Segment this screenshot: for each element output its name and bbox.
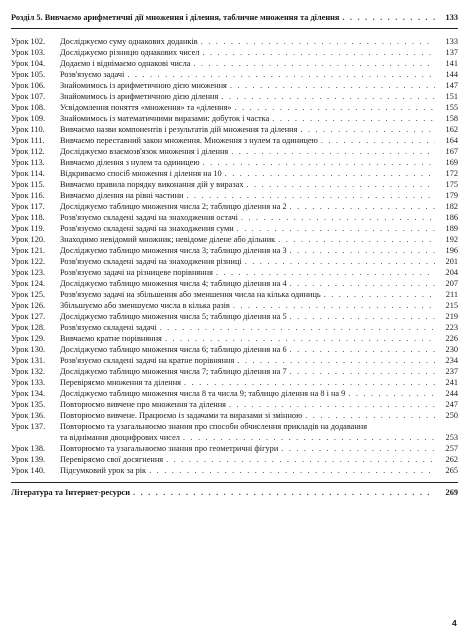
- toc-entry: [11, 256, 458, 267]
- lesson-number: Урок 112.: [11, 147, 45, 156]
- dot-leader: [203, 157, 435, 168]
- dot-leader: [324, 289, 435, 300]
- lesson-number: Урок 121.: [11, 246, 46, 255]
- lesson-page: 137: [445, 48, 458, 57]
- lesson-number: Урок 111.: [11, 136, 45, 145]
- dot-leader: [186, 190, 435, 201]
- toc-entry: [11, 454, 458, 465]
- lesson-page: 265: [445, 466, 458, 475]
- toc-entry: [11, 300, 458, 311]
- literature-page: 269: [445, 488, 458, 497]
- lesson-page: 186: [445, 213, 458, 222]
- dot-leader: [342, 12, 435, 23]
- lesson-title: Усвідомлення поняття «множення» та «ділення»: [60, 103, 232, 112]
- lesson-page: 164: [445, 136, 458, 145]
- toc-entry: [11, 399, 458, 410]
- lesson-page: 172: [445, 169, 458, 178]
- lesson-number: Урок 133.: [11, 378, 46, 387]
- toc-entry: [11, 179, 458, 190]
- lesson-number: Урок 106.: [11, 81, 46, 90]
- dot-leader: [229, 399, 435, 410]
- dot-leader: [230, 80, 435, 91]
- toc-entry: [11, 278, 458, 289]
- dot-leader: [202, 47, 435, 58]
- lesson-number: Урок 128.: [11, 323, 46, 332]
- lesson-title: Досліджуємо різницю однакових чисел: [60, 48, 200, 57]
- literature-title: Література та Інтернет-ресурси: [11, 488, 131, 497]
- toc-entry: [11, 124, 458, 135]
- lesson-title: Досліджуємо таблицю множення числа 6; таблицю ділення на 6: [60, 345, 287, 354]
- lesson-title: Досліджуємо таблицю множення числа 5; таблицю ділення на 5: [60, 312, 287, 321]
- lesson-title: Перевіряємо свої досягнення: [60, 455, 164, 464]
- toc-entry: [11, 80, 458, 91]
- lesson-number: Урок 107.: [11, 92, 46, 101]
- lesson-title: Вивчаємо ділення з нулем та одиницею: [60, 158, 200, 167]
- lesson-title: Розв'язуємо складені задачі на кратне порівняння: [60, 356, 235, 365]
- lesson-page: 204: [445, 268, 458, 277]
- dot-leader: [290, 311, 435, 322]
- lesson-page: 151: [445, 92, 458, 101]
- lesson-title: Досліджуємо таблицю множення числа 2; таблицю ділення на 2: [60, 202, 287, 211]
- dot-leader: [278, 234, 435, 245]
- lesson-title: Повторюємо вивчене про множення та ділення: [60, 400, 226, 409]
- lesson-number: Урок 104.: [11, 59, 46, 68]
- lesson-page: 257: [445, 444, 458, 453]
- lesson-number: Урок 102.: [11, 37, 46, 46]
- lesson-page: 155: [445, 103, 458, 112]
- toc-entry: [11, 223, 458, 234]
- section-title: Розділ 5. Вивчаємо арифметичні дії множення і ділення, табличне множення та ділення: [11, 13, 340, 22]
- lesson-page: 201: [445, 257, 458, 266]
- dot-leader: [216, 267, 435, 278]
- lesson-number: Урок 137.: [11, 422, 46, 431]
- toc-entry: [11, 355, 458, 366]
- lesson-page: 247: [445, 400, 458, 409]
- toc-entry: [11, 267, 458, 278]
- lesson-number: Урок 129.: [11, 334, 46, 343]
- lesson-number: Урок 122.: [11, 257, 46, 266]
- dot-leader: [290, 245, 435, 256]
- dot-leader: [221, 91, 435, 102]
- lesson-page: 244: [445, 389, 458, 398]
- lesson-number: Урок 120.: [11, 235, 46, 244]
- toc-entry: [11, 410, 458, 421]
- lesson-number: Урок 125.: [11, 290, 46, 299]
- lesson-title: Вивчаємо назви компонентів і результатів дій множення та ділення: [60, 125, 298, 134]
- lesson-number: Урок 114.: [11, 169, 45, 178]
- dot-leader: [160, 322, 435, 333]
- section-page: 133: [445, 13, 458, 22]
- lesson-page: 169: [445, 158, 458, 167]
- toc-entry: [11, 113, 458, 124]
- lesson-number: Урок 124.: [11, 279, 46, 288]
- lesson-page: 133: [445, 37, 458, 46]
- lesson-title-line2: [60, 432, 458, 443]
- lesson-page: 192: [445, 235, 458, 244]
- lesson-page: 241: [445, 378, 458, 387]
- lesson-title: Вивчаємо правила порядку виконання дій у виразах: [60, 180, 244, 189]
- lesson-number: Урок 140.: [11, 466, 46, 475]
- dot-leader: [149, 465, 435, 476]
- lesson-page: 158: [445, 114, 458, 123]
- toc-entry: [11, 168, 458, 179]
- lesson-title: Відкриваємо спосіб множення і ділення на 10: [60, 169, 222, 178]
- lesson-page: 223: [445, 323, 458, 332]
- lesson-title: Досліджуємо суму однакових доданків: [60, 37, 198, 46]
- lesson-title: Досліджуємо взаємозв'язок множення і ділення: [60, 147, 229, 156]
- toc-entry: [11, 212, 458, 223]
- lesson-list: [11, 36, 458, 476]
- toc-entry: [11, 443, 458, 454]
- lesson-page: 162: [445, 125, 458, 134]
- dot-leader: [183, 432, 435, 443]
- dot-leader: [321, 135, 435, 146]
- lesson-number: Урок 134.: [11, 389, 46, 398]
- page-number: 4: [452, 618, 457, 628]
- lesson-page: 207: [445, 279, 458, 288]
- dot-leader: [290, 366, 435, 377]
- toc-entry: [11, 190, 458, 201]
- dot-leader: [233, 300, 435, 311]
- toc-entry: [11, 465, 458, 476]
- lesson-number: Урок 138.: [11, 444, 46, 453]
- lesson-title: Знаходимо невідомий множник; невідоме ділене або дільник: [60, 235, 276, 244]
- lesson-page: 175: [445, 180, 458, 189]
- section-heading: [11, 12, 458, 29]
- toc-entry: [11, 91, 458, 102]
- lesson-page: 219: [445, 312, 458, 321]
- lesson-page: 234: [445, 356, 458, 365]
- lesson-title: Повторюємо та узагальнюємо знання про геометричні фігури: [60, 444, 279, 453]
- lesson-title: Знайомимось із арифметичною дією ділення: [60, 92, 219, 101]
- dot-leader: [127, 69, 435, 80]
- lesson-number: Урок 136.: [11, 411, 46, 420]
- dot-leader: [133, 487, 435, 498]
- dot-leader: [290, 278, 435, 289]
- dot-leader: [225, 168, 435, 179]
- toc-entry: [11, 333, 458, 344]
- dot-leader: [235, 102, 435, 113]
- lesson-title: Вивчаємо переставний закон множення. Множення з нулем та одиницею: [60, 136, 318, 145]
- toc-entry: [11, 102, 458, 113]
- lesson-title-block: [60, 421, 458, 443]
- lesson-number: Урок 108.: [11, 103, 46, 112]
- dot-leader: [165, 333, 435, 344]
- literature-entry: [11, 482, 458, 498]
- lesson-number: Урок 118.: [11, 213, 45, 222]
- dot-leader: [300, 124, 435, 135]
- lesson-title: Вивчаємо кратне порівняння: [60, 334, 162, 343]
- lesson-title: Знайомимось із арифметичною дією множення: [60, 81, 227, 90]
- toc-entry: [11, 388, 458, 399]
- dot-leader: [166, 454, 435, 465]
- lesson-page: 144: [445, 70, 458, 79]
- lesson-page: 211: [445, 290, 458, 299]
- dot-leader: [193, 58, 435, 69]
- dot-leader: [272, 113, 435, 124]
- lesson-title: Розв'язуємо складені задачі на знаходження суми: [60, 224, 234, 233]
- lesson-page: 250: [445, 411, 458, 420]
- toc-entry: [11, 311, 458, 322]
- toc-entry: [11, 36, 458, 47]
- lesson-title: Вивчаємо ділення на рівні частини: [60, 191, 184, 200]
- toc-entry: [11, 377, 458, 388]
- toc-entry: [11, 146, 458, 157]
- toc-entry: [11, 69, 458, 80]
- toc-entry: [11, 47, 458, 58]
- toc-entry: [11, 421, 458, 443]
- dot-leader: [237, 355, 435, 366]
- lesson-page: 215: [445, 301, 458, 310]
- lesson-number: Урок 139.: [11, 455, 46, 464]
- lesson-page: 196: [445, 246, 458, 255]
- lesson-title: Досліджуємо таблицю множення числа 7; таблицю ділення на 7: [60, 367, 287, 376]
- lesson-page: 237: [445, 367, 458, 376]
- toc-entry: [11, 366, 458, 377]
- toc-entry: [11, 344, 458, 355]
- lesson-title: Повторюємо вивчене. Працюємо із задачами та виразами зі змінною: [60, 411, 303, 420]
- lesson-page: 253: [445, 433, 458, 442]
- lesson-title: Розв'язуємо задачі на різницеве порівняння: [60, 268, 213, 277]
- toc-entry: [11, 157, 458, 168]
- lesson-page: 230: [445, 345, 458, 354]
- lesson-number: Урок 110.: [11, 125, 45, 134]
- lesson-number: Урок 103.: [11, 48, 46, 57]
- lesson-title-continued: та віднімання двоцифрових чисел: [60, 433, 180, 442]
- table-of-contents: [11, 12, 458, 498]
- lesson-title: Розв'язуємо складені задачі на знаходження остачі: [60, 213, 238, 222]
- lesson-title: Розв'язуємо задачі на збільшення або зменшення числа на кілька одиниць: [60, 290, 321, 299]
- lesson-title: Досліджуємо таблицю множення числа 8 та числа 9; таблицю ділення на 8 і на 9: [60, 389, 346, 398]
- dot-leader: [241, 212, 435, 223]
- dot-leader: [201, 36, 435, 47]
- lesson-number: Урок 105.: [11, 70, 46, 79]
- lesson-page: 167: [445, 147, 458, 156]
- lesson-number: Урок 126.: [11, 301, 46, 310]
- toc-entry: [11, 58, 458, 69]
- lesson-title: Розв'язуємо складені задачі: [60, 323, 157, 332]
- lesson-page: 147: [445, 81, 458, 90]
- lesson-title: Досліджуємо таблицю множення числа 4; таблицю ділення на 4: [60, 279, 287, 288]
- lesson-number: Урок 130.: [11, 345, 46, 354]
- lesson-number: Урок 132.: [11, 367, 46, 376]
- lesson-page: 182: [445, 202, 458, 211]
- toc-entry: [11, 322, 458, 333]
- lesson-number: Урок 113.: [11, 158, 45, 167]
- toc-entry: [11, 135, 458, 146]
- lesson-title: Знайомимось із математичними виразами: добуток і частка: [60, 114, 270, 123]
- lesson-page: 226: [445, 334, 458, 343]
- lesson-title: Досліджуємо таблицю множення числа 3; таблицю ділення на 3: [60, 246, 287, 255]
- dot-leader: [245, 256, 435, 267]
- dot-leader: [290, 201, 435, 212]
- lesson-page: 189: [445, 224, 458, 233]
- lesson-page: 262: [445, 455, 458, 464]
- dot-leader: [246, 179, 435, 190]
- lesson-title: Розв'язуємо складені задачі на знаходження різниці: [60, 257, 242, 266]
- lesson-title: Перевіряємо множення та ділення: [60, 378, 181, 387]
- toc-entry: [11, 234, 458, 245]
- lesson-number: Урок 127.: [11, 312, 46, 321]
- lesson-title: Підсумковий урок за рік: [60, 466, 147, 475]
- lesson-title: Додаємо і віднімаємо однакові числа: [60, 59, 191, 68]
- lesson-title: Розв'язуємо задачі: [60, 70, 125, 79]
- lesson-page: 141: [445, 59, 458, 68]
- dot-leader: [184, 377, 435, 388]
- dot-leader: [290, 344, 435, 355]
- dot-leader: [231, 146, 435, 157]
- dot-leader: [348, 388, 435, 399]
- toc-entry: [11, 245, 458, 256]
- lesson-number: Урок 131.: [11, 356, 46, 365]
- lesson-number: Урок 117.: [11, 202, 45, 211]
- lesson-title: Повторюємо та узагальнюємо знання про способи обчислення прикладів на додавання: [60, 422, 368, 431]
- toc-entry: [11, 289, 458, 300]
- lesson-title: Збільшуємо або зменшуємо числа в кілька разів: [60, 301, 230, 310]
- lesson-number: Урок 119.: [11, 224, 45, 233]
- lesson-number: Урок 123.: [11, 268, 46, 277]
- toc-entry: [11, 201, 458, 212]
- lesson-page: 179: [445, 191, 458, 200]
- lesson-number: Урок 135.: [11, 400, 46, 409]
- lesson-number: Урок 109.: [11, 114, 46, 123]
- lesson-number: Урок 116.: [11, 191, 45, 200]
- lesson-number: Урок 115.: [11, 180, 45, 189]
- dot-leader: [237, 223, 435, 234]
- dot-leader: [305, 410, 435, 421]
- dot-leader: [281, 443, 435, 454]
